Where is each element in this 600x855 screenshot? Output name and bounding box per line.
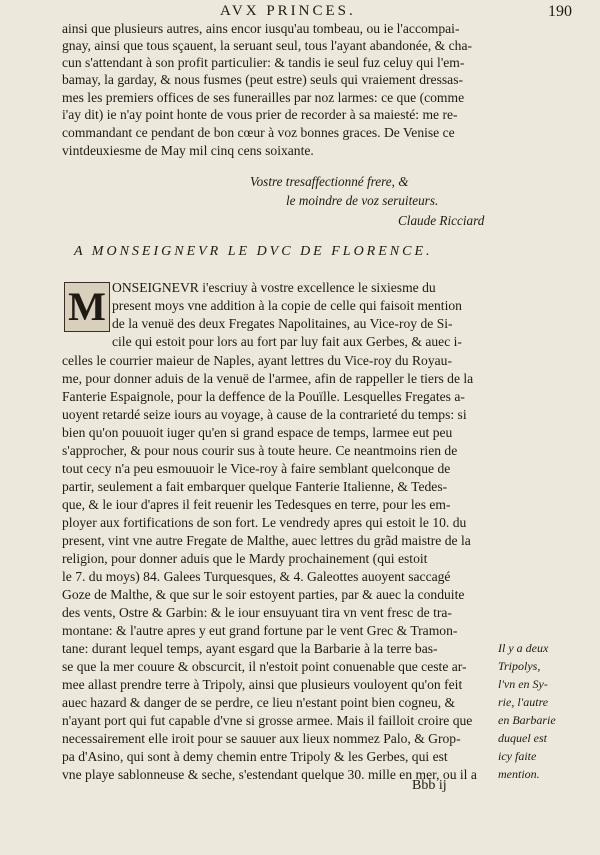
text-line: celles le courrier maieur de Naples, ayant lettres du Vice-roy du Royau- [62,353,452,368]
text-line: ainsi que plusieurs autres, ains encor iusqu'au tombeau, ou ie l'accompai- [62,21,460,36]
text-line: uoyent retardé seize iours au voyage, à cause de la contrarieté du temps: si [62,407,467,422]
signature-line-1: Vostre tresaffectionné frere, & [250,174,409,189]
text-line: me, pour donner aduis de la venuë de l'armee, afin de rappeller le tiers de la [62,371,474,386]
text-line: le 7. du moys) 84. Galees Turquesques, & 4. Galeottes auoyent saccagé [62,569,451,584]
text-line: vintdeuxiesme de May mil cinq cens soixante. [62,143,314,158]
text-line: Goze de Malthe, & que sur le soir estoyent parties, par & auec la conduite [62,587,465,602]
text-line: de la venuë des deux Fregates Napolitaines, au Vice-roy de Si- [112,316,453,331]
text-line: bien qu'on pouuoit iuger qu'en si grand espace de temps, larmee eut peu [62,425,453,440]
text-line: religion, pour donner aduis que le Mardy prochainement (qui estoit [62,551,428,566]
text-line: pa d'Asino, qui sont à demy chemin entre Tripoly & les Gerbes, qui est [62,749,448,764]
margin-note-line: duquel est [498,731,547,745]
text-line: auec hazard & danger de se perdre, ce lieu n'estant point bien cogneu, & [62,695,456,710]
margin-note-line: l'vn en Sy- [498,677,548,691]
text-line: que, & le iour d'apres il feit reuenir les Tedesques en terre, pour les em- [62,497,451,512]
margin-note-line: Tripolys, [498,659,541,673]
margin-note-line: mention. [498,767,540,781]
text-line: des vents, Ostre & Garbin: & le iour ensuyuant tira vn vent fresc de tra- [62,605,452,620]
text-line: present, vint vne autre Fregate de Malthe, auec lettres du grãd maistre de la [62,533,471,548]
text-line: mes les premiers offices de ses funerailles par noz larmes: ce que (comme [62,90,465,105]
signature-line-2: le moindre de voz seruiteurs. [286,193,439,208]
signature-name: Claude Ricciard [398,213,485,228]
running-head: AVX PRINCES. [220,3,356,19]
text-line: cile qui estoit pour lors au fort par luy fait aux Gerbes, & auec i- [112,334,462,349]
address-heading: A MONSEIGNEVR LE DVC DE FLORENCE. [74,244,433,259]
text-line: tane: durant lequel temps, ayant esgard que la Barbarie à la terre bas- [62,641,438,656]
text-line: gnay, ainsi que tous sçauent, la seruant seul, tous l'ayant abandonée, & cha- [62,38,473,53]
text-line: necessairement elle iroit pour se sauuer aux lieux nommez Palo, & Grop- [62,731,461,746]
text-line: present moys vne addition à la copie de celle qui faisoit mention [112,298,462,313]
text-line: n'ayant port qui fut capable d'vne si grosse armee. Mais il failloit croire que [62,713,473,728]
page-number: 190 [548,3,572,20]
margin-note-line: Il y a deux [498,641,549,655]
text-line: commandant ce pendant de bon cœur à voz bonnes graces. De Venise ce [62,125,455,140]
signature-mark: Bbb ij [412,778,447,793]
text-line: ONSEIGNEVR i'escriuy à vostre excellence le sixiesme du [112,280,436,295]
text-line: i'ay dit) ie n'ay point honte de vous prier de recorder à sa maiesté: me re- [62,107,458,122]
text-line: montane: & l'autre apres y eut grand fortune par le vent Grec & Tramon- [62,623,458,638]
text-line: Fanterie Espaignole, pour la deffence de la Pouïlle. Lesquelles Fregates a- [62,389,465,404]
text-line: vne playe sablonneuse & seche, s'estendant quelque 30. mille en mer, ou il a [62,767,477,782]
margin-note-line: rie, l'autre [498,695,549,709]
initial-letter: M [68,284,106,329]
text-line: se que la mer couure & obscurcit, il n'estoit point conuenable que ceste ar- [62,659,467,674]
margin-note-line: en Barbarie [498,713,556,727]
text-line: cun s'attendant à son profit particulier: & tandis ie seul fuz celuy qui l'em- [62,55,465,70]
text-line: partir, seulement a fait embarquer quelque Fanterie Italienne, & Tedes- [62,479,448,494]
decorated-initial [64,282,110,332]
text-line: s'approcher, & pour nous courir sus à toute heure. Ce neantmoins rien de [62,443,458,458]
text-line: bamay, la garday, & nous fusmes (peut estre) seuls qui vraiement dressas- [62,72,464,87]
margin-note-line: icy faite [498,749,537,763]
text-line: mee allast prendre terre à Tripoly, ainsi que plusieurs vouloyent qu'on feit [62,677,463,692]
text-line: ployer aux fortifications de son fort. Le vendredy apres qui estoit le 10. du [62,515,467,530]
text-line: tout cecy n'a peu esmouuoir le Vice-roy à faire semblant quelconque de [62,461,451,476]
